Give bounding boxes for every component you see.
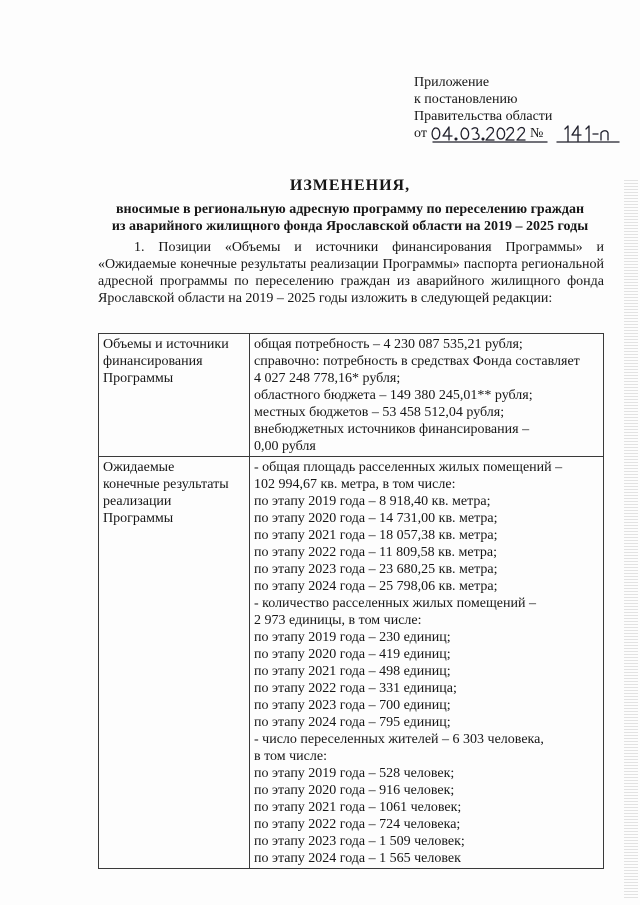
label-line: Программы bbox=[103, 511, 174, 526]
value-line: 0,00 рубля bbox=[254, 439, 316, 454]
value-line: областного бюджета – 149 380 245,01** рубля; bbox=[254, 388, 533, 403]
label-line: Программы bbox=[103, 371, 174, 386]
intro-paragraph-block bbox=[98, 239, 604, 307]
value-line: по этапу 2021 года – 1061 человек; bbox=[254, 800, 462, 815]
value-line: в том числе: bbox=[254, 749, 327, 764]
passport-table bbox=[98, 333, 604, 869]
value-line: по этапу 2020 года – 14 731,00 кв. метра; bbox=[254, 511, 498, 526]
value-line: по этапу 2021 года – 498 единиц; bbox=[254, 664, 451, 679]
table-row-label-cell bbox=[99, 457, 250, 869]
value-line: внебюджетных источников финансирования – bbox=[254, 422, 530, 437]
value-line: по этапу 2019 года – 8 918,40 кв. метра; bbox=[254, 494, 491, 509]
value-line: 2 973 единицы, в том числе: bbox=[254, 613, 422, 628]
appendix-line-1: Приложение bbox=[414, 75, 490, 90]
number-prefix: № bbox=[529, 126, 544, 141]
value-line: по этапу 2024 года – 1 565 человек bbox=[254, 851, 461, 866]
value-line: по этапу 2023 года – 700 единиц; bbox=[254, 698, 451, 713]
table-row-label-cell bbox=[99, 334, 250, 457]
value-line: по этапу 2020 года – 916 человек; bbox=[254, 783, 455, 798]
label-line: Ожидаемые bbox=[103, 460, 175, 475]
value-line: 102 994,67 кв. метра, в том числе: bbox=[254, 477, 456, 492]
appendix-line-3: Правительства области bbox=[414, 109, 553, 124]
value-line: по этапу 2024 года – 795 единиц; bbox=[254, 715, 451, 730]
appendix-block bbox=[414, 74, 552, 142]
value-line: по этапу 2020 года – 419 единиц; bbox=[254, 647, 451, 662]
value-line: по этапу 2019 года – 230 единиц; bbox=[254, 630, 451, 645]
table-row-value-cell bbox=[250, 334, 604, 457]
scan-edge-artifact bbox=[624, 180, 638, 900]
label-line: реализации bbox=[103, 494, 172, 509]
title-line-2: вносимые в региональную адресную программу по переселению граждан bbox=[115, 202, 585, 217]
value-line: по этапу 2021 года – 18 057,38 кв. метра; bbox=[254, 528, 498, 543]
value-line: по этапу 2022 года – 11 809,58 кв. метра; bbox=[254, 545, 497, 560]
value-line: - общая площадь расселенных жилых помещений – bbox=[254, 460, 563, 475]
appendix-line-2: к постановлению bbox=[414, 92, 518, 107]
appendix-date-number-line bbox=[414, 125, 552, 142]
value-line: по этапу 2022 года – 331 единица; bbox=[254, 681, 457, 696]
document-title bbox=[80, 176, 620, 235]
table-row bbox=[99, 457, 604, 869]
label-line: конечные результаты bbox=[103, 477, 229, 492]
label-line: Объемы и источники bbox=[103, 337, 229, 352]
value-line: по этапу 2023 года – 23 680,25 кв. метра; bbox=[254, 562, 498, 577]
value-line: по этапу 2019 года – 528 человек; bbox=[254, 766, 455, 781]
date-prefix: от bbox=[414, 126, 427, 141]
label-line: финансирования bbox=[103, 354, 203, 369]
value-line: по этапу 2023 года – 1 509 человек; bbox=[254, 834, 465, 849]
value-line: - количество расселенных жилых помещений – bbox=[254, 596, 536, 611]
value-line: по этапу 2022 года – 724 человека; bbox=[254, 817, 461, 832]
value-line: 4 027 248 778,16* рубля; bbox=[254, 371, 401, 386]
title-line-1: ИЗМЕНЕНИЯ, bbox=[289, 177, 411, 194]
table-row-value-cell bbox=[250, 457, 604, 869]
title-line-3: из аварийного жилищного фонда Ярославской области на 2019 – 2025 годы bbox=[111, 219, 589, 234]
handwritten-date-and-number bbox=[429, 118, 629, 144]
value-line: местных бюджетов – 53 458 512,04 рубля; bbox=[254, 405, 505, 420]
intro-paragraph: 1. Позиции «Объемы и источники финансирования Программы» и «Ожидаемые конечные результаты реализации Программы» паспорта региональной адресной программы по переселению граждан из аварийного жилищного фонда Ярославской области на 2019 – 2025 годы изложить в следующей редакции: bbox=[98, 240, 604, 306]
table-row bbox=[99, 334, 604, 457]
value-line: общая потребность – 4 230 087 535,21 рубля; bbox=[254, 337, 523, 352]
value-line: по этапу 2024 года – 25 798,06 кв. метра; bbox=[254, 579, 498, 594]
value-line: - число переселенных жителей – 6 303 человека, bbox=[254, 732, 544, 747]
value-line: справочно: потребность в средствах Фонда составляет bbox=[254, 354, 580, 369]
